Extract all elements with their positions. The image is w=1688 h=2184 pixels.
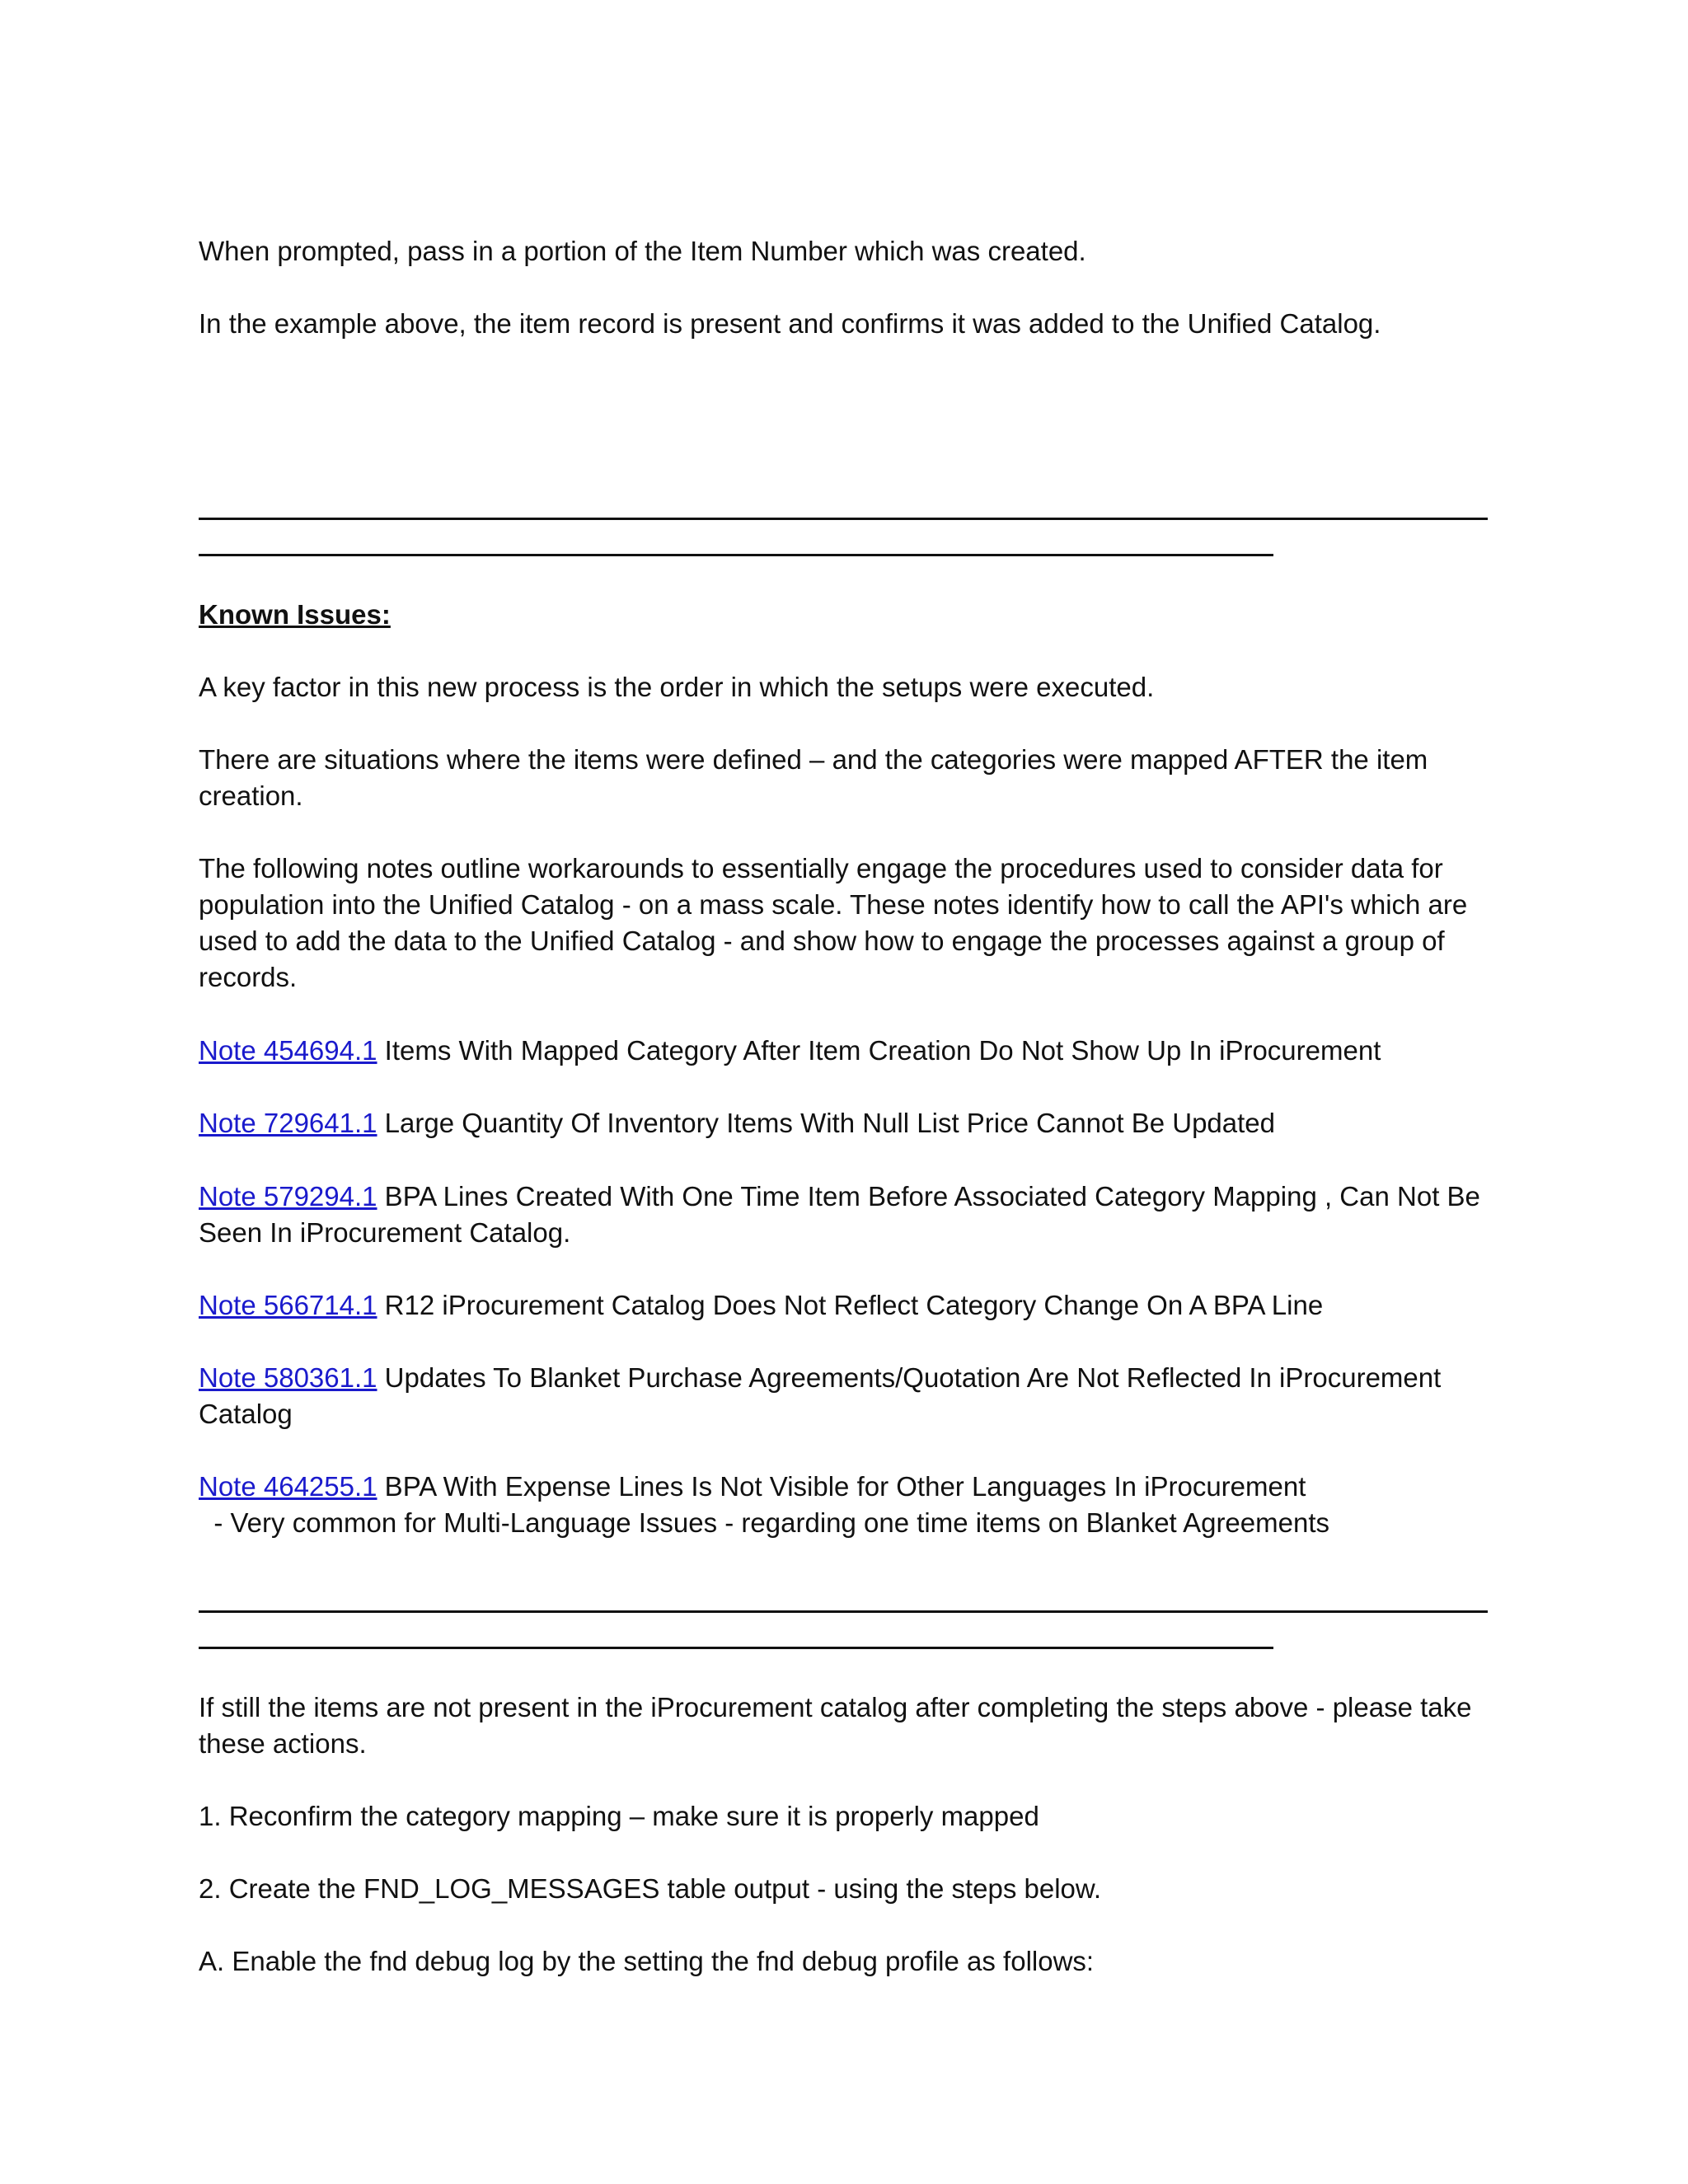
note-title: Large Quantity Of Inventory Items With Null List Price Cannot Be Updated: [377, 1108, 1276, 1138]
separator-line: [199, 1647, 1273, 1649]
note-link[interactable]: Note 579294.1: [199, 1181, 377, 1212]
separator-line: [199, 554, 1273, 556]
note-link[interactable]: Note 580361.1: [199, 1362, 377, 1393]
followup-step-2: 2. Create the FND_LOG_MESSAGES table output - using the steps below.: [199, 1873, 1102, 1904]
followup-paragraph: If still the items are not present in the iProcurement catalog after completing the steps above - please take these actions.: [199, 1692, 1472, 1759]
known-issues-paragraph: A key factor in this new process is the order in which the setups were executed.: [199, 672, 1155, 702]
note-link[interactable]: Note 464255.1: [199, 1471, 377, 1502]
note-extra: - Very common for Multi-Language Issues - regarding one time items on Blanket Agreements: [199, 1507, 1329, 1538]
note-item: [199, 1360, 1501, 1432]
note-item: [199, 1179, 1501, 1251]
separator-line: [199, 1610, 1488, 1613]
followup-step-1: 1. Reconfirm the category mapping – make sure it is properly mapped: [199, 1801, 1039, 1831]
note-title: BPA Lines Created With One Time Item Before Associated Category Mapping , Can Not Be Seen In iProcurement Catalog.: [199, 1181, 1480, 1248]
note-title: Items With Mapped Category After Item Creation Do Not Show Up In iProcurement: [377, 1035, 1381, 1066]
note-link[interactable]: Note 566714.1: [199, 1290, 377, 1320]
note-link[interactable]: Note 454694.1: [199, 1035, 377, 1066]
known-issues-heading: Known Issues:: [199, 599, 391, 630]
known-issues-paragraph: There are situations where the items were defined – and the categories were mapped AFTER the item creation.: [199, 744, 1428, 811]
note-item: [199, 1105, 1501, 1141]
intro-line-2: In the example above, the item record is present and confirms it was added to the Unified Catalog.: [199, 308, 1381, 339]
note-title: BPA With Expense Lines Is Not Visible for Other Languages In iProcurement: [377, 1471, 1306, 1502]
followup-step-a: A. Enable the fnd debug log by the setting the fnd debug profile as follows:: [199, 1946, 1095, 1976]
note-item: [199, 1287, 1501, 1324]
note-link[interactable]: Note 729641.1: [199, 1108, 377, 1138]
intro-line-1: When prompted, pass in a portion of the Item Number which was created.: [199, 236, 1086, 266]
note-item: [199, 1469, 1501, 1541]
note-title: Updates To Blanket Purchase Agreements/Quotation Are Not Reflected In iProcurement Catalog: [199, 1362, 1442, 1429]
separator-line: [199, 518, 1488, 520]
note-item: [199, 1033, 1501, 1069]
note-title: R12 iProcurement Catalog Does Not Reflect Category Change On A BPA Line: [377, 1290, 1324, 1320]
known-issues-paragraph: The following notes outline workarounds to essentially engage the procedures used to consider data for population into the Unified Catalog - on a mass scale. These notes identify how to call the API's which are used to add the data to the Unified Catalog - and show how to engage the processes against a group of records.: [199, 853, 1468, 992]
